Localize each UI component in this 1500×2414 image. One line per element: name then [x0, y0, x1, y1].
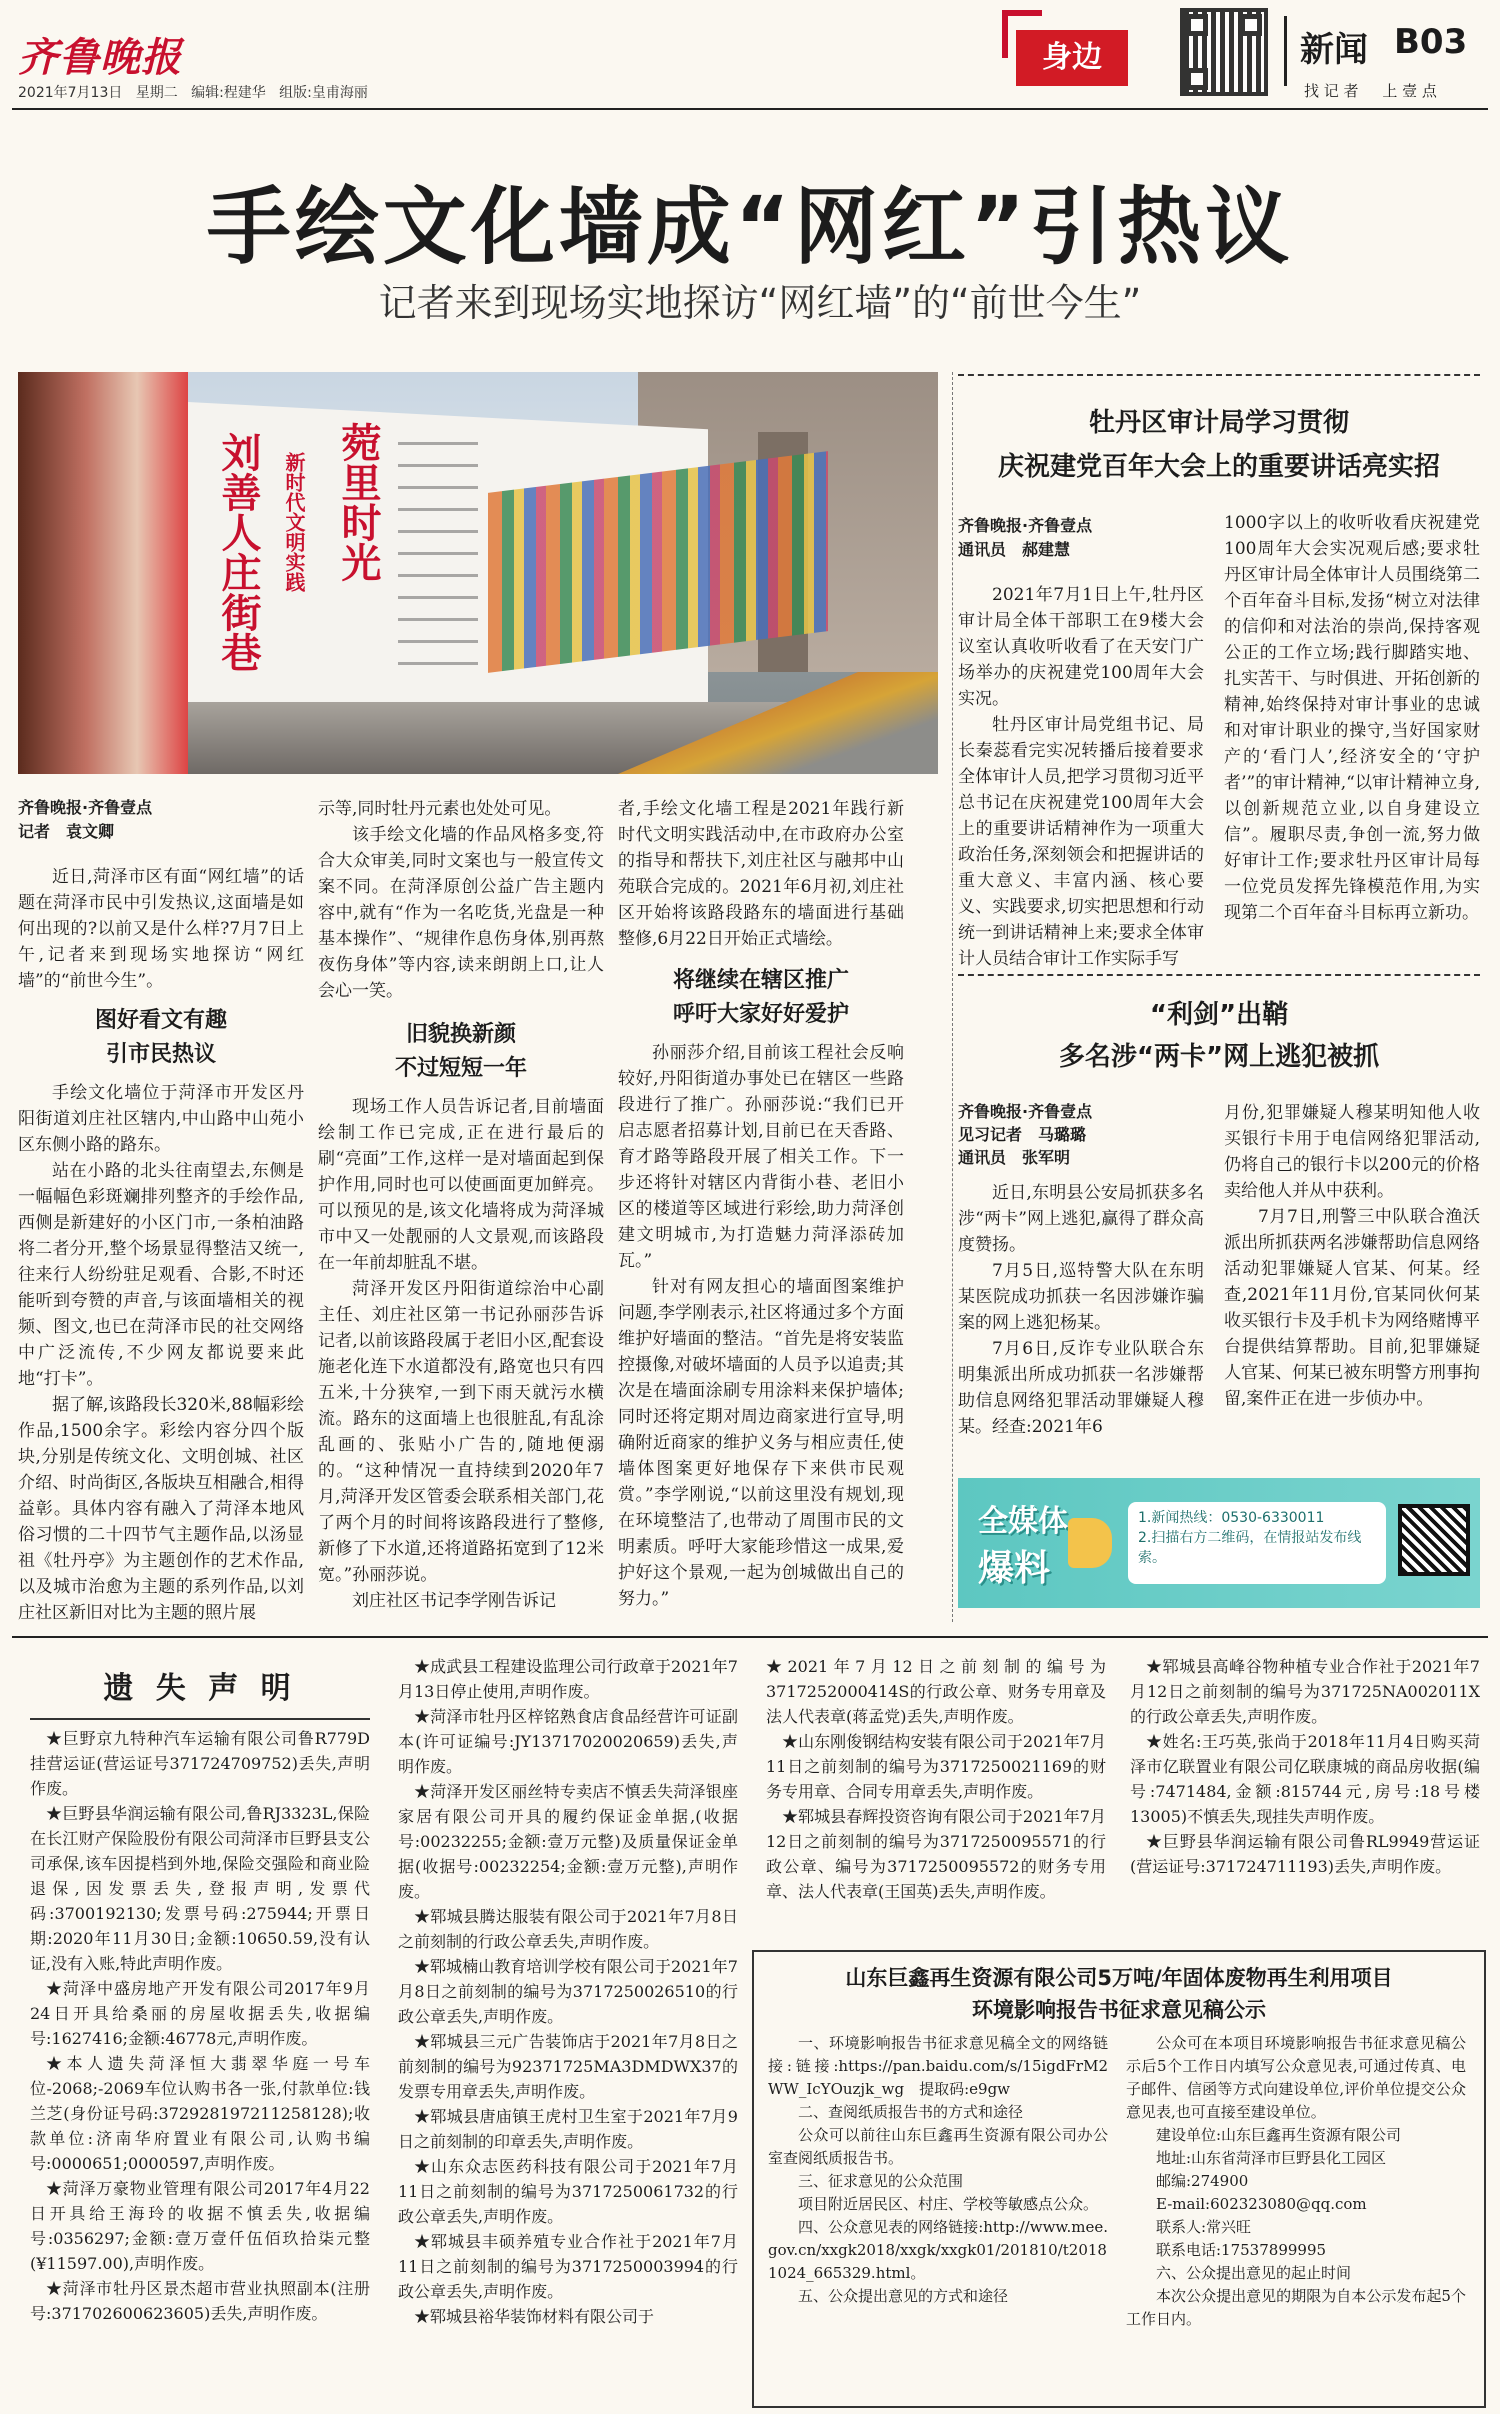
paragraph: 者,手绘文化墙工程是2021年践行新时代文明实践活动中,在市政府办公室的指导和帮扶下,刘庄社区与融邦中山苑联合完成的。2021年6月初,刘庄社区开始将该路段路东的墙面进行基础整修,6月22日开始正式墙绘。 — [618, 799, 904, 949]
notice-item: ★ 山东众志医药科技有限公司于2021年7月11日之前刻制的编号为3717250061732的行政公章丢失,声明作废。 — [398, 2154, 738, 2229]
article3-column-2 — [1224, 1100, 1480, 1480]
paragraph: 六、公众提出意见的起止时间 — [1156, 2264, 1352, 2282]
paragraph: 站在小路的北头往南望去,东侧是一幅幅色彩斑斓排列整齐的手绘作品,西侧是新建好的小区门市,一条柏油路将二者分开,整个场景显得整洁又统一,往来行人纷纷驻足观看、合影,不时还能听到夸赞的声音,与该面墙相关的视频、图文,也已在菏泽市民的社交网络中广泛流传,不少网友都说要来此地“打卡”。 — [18, 1161, 304, 1389]
paragraph: 针对有网友担心的墙面图案维护问题,李学刚表示,社区将通过多个方面维护好墙面的整洁。“首先是将安装监控摄像,对破坏墙面的人员予以追责;其次是在墙面涂刷专用涂料来保护墙体;同时还将定期对周边商家进行宣导,明确附近商家的维护义务与相应责任,使墙体图案更好地保存下来供市民观赏。”李学刚说,“以前这里没有规划,现在环境整洁了,也带动了周围市民的文明素质。呼吁大家能珍惜这一成果,爱护好这个景观,一起为创城做出自己的努力。” — [618, 1277, 904, 1609]
article3-reporter-1: 见习记者 马璐璐 — [958, 1125, 1087, 1144]
notice-item: ★ 姓名:王巧英,张尚于2018年11月4日购买菏泽市亿联置业有限公司亿联康城的商品房收据(编号:7471484,金额:815744元,房号:18号楼13005)不慎丢失,现挂失声明作废。 — [1130, 1729, 1480, 1829]
section-name: 新闻 — [1300, 30, 1368, 70]
article1-column-2 — [318, 796, 604, 1616]
paragraph: 孙丽莎介绍,目前该工程社会反响较好,丹阳街道办事处已在辖区一些路段进行了推广。孙丽莎说:“我们已开启志愿者招募计划,目前已在天香路、育才路等路段开展了相关工作。下一步还将针对辖区内背街小巷、老旧小区的楼道等区域进行彩绘,助力菏泽创建文明城市,为打造魅力菏泽添砖加瓦。” — [618, 1043, 904, 1271]
article2-title-2: 庆祝建党百年大会上的重要讲话亮实招 — [997, 452, 1440, 482]
paragraph: 二、查阅纸质报告书的方式和途径 — [798, 2103, 1024, 2121]
main-title: 手绘文化墙成“网红”引热议 — [206, 178, 1294, 276]
article2-column-1 — [958, 582, 1204, 1052]
paragraph: 牡丹区审计局党组书记、局长秦蕊看完实况转播后接着要求全体审计人员,把学习贯彻习近平总书记在庆祝建党100周年大会上的重要讲话精神作为一项重大政治任务,深刻领会和把握讲话的重大意义、丰富内涵、核心要义、实践要求,切实把思想和行动统一到讲话精神上来;要求全体审计人员结合审计工作实际手写 — [958, 715, 1204, 969]
notice-item: ★ 郓城县三元广告装饰店于2021年7月8日之前刻制的编号为92371725MA3DMDWX37的发票专用章丢失,声明作废。 — [398, 2029, 738, 2104]
article3-reporter-2: 通讯员 张军明 — [958, 1148, 1071, 1167]
env-title-1: 山东巨鑫再生资源有限公司5万吨/年固体废物再生利用项目 — [845, 1966, 1393, 1990]
paragraph: 地址:山东省菏泽市巨野县化工园区 — [1156, 2149, 1387, 2167]
notice-item: ★ 郓城县丰硕养殖专业合作社于2021年7月11日之前刻制的编号为3717250003994的行政公章丢失,声明作废。 — [398, 2229, 738, 2304]
article3-source: 齐鲁晚报·齐鲁壹点 — [958, 1102, 1093, 1121]
paragraph: 近日,菏泽市区有面“网红墙”的话题在菏泽市民中引发热议,这面墙是如何出现的?以前又是什么样?7月7日上午,记者来到现场实地探访“网红墙”的“前世今生”。 — [18, 867, 304, 991]
paragraph: 刘庄社区书记李学刚告诉记 — [352, 1591, 556, 1611]
editor: 编辑:程建华 — [191, 85, 266, 101]
tipoff-banner — [958, 1478, 1480, 1608]
notice-item: ★ 郓城县春辉投资咨询有限公司于2021年7月12日之前刻制的编号为3717250095571的行政公章、编号为3717250095572的财务专用章、法人代表章(王国英)丢失,声明作废。 — [766, 1804, 1106, 1904]
lost-notice-title: 遗 失 声 明 — [103, 1671, 297, 1706]
env-title-2: 环境影响报告书征求意见稿公示 — [972, 1998, 1266, 2022]
notice-item: ★ 山东刚俊钢结构安装有限公司于2021年7月11日之前刻制的编号为3717250021169的财务专用章、合同专用章丢失,声明作废。 — [766, 1729, 1106, 1804]
subtitle: 记者来到现场实地探访“网红墙”的“前世今生” — [378, 281, 1142, 325]
paragraph: 一、环境影响报告书征求意见稿全文的网络链接:链接:https://pan.baidu.com/s/15igdFrM2WW_IcYOuzjk_wg 提取码:e9gw — [768, 2034, 1108, 2098]
article2-column-2 — [1224, 510, 1480, 980]
culture-wall-photo — [18, 372, 938, 774]
photo-text-left: 刘善人庄街巷 — [215, 432, 262, 672]
paragraph: 本次公众提出意见的期限为自本公示发布起5个工作日内。 — [1126, 2287, 1466, 2328]
article1-subhead-2b: 不过短短一年 — [394, 1056, 527, 1081]
paragraph: 现场工作人员告诉记者,目前墙面绘制工作已完成,正在进行最后的刷“亮面”工作,这样一是对墙面起到保护作用,同时也可以使画面更加鲜亮。可以预见的是,该文化墙将成为菏泽城市中又一处靓丽的人文景观,而该路段在一年前却脏乱不堪。 — [318, 1097, 604, 1273]
paragraph: 该手绘文化墙的作品风格多变,符合大众审美,同时文案也与一般宣传文案不同。在菏泽原创公益广告主题内容中,就有“作为一名吃货,光盘是一种基本操作”、“规律作息伤身体,别再熬夜伤身体”等内容,读来朗朗上口,让人会心一笑。 — [318, 825, 604, 1001]
paragraph: 据了解,该路段长320米,88幅彩绘作品,1500余字。彩绘内容分四个版块,分别是传统文化、文明创城、社区介绍、时尚街区,各版块互相融合,相得益彰。具体内容有融入了菏泽本地风俗习惯的二十四节气主题作品,以汤显祖《牡丹亭》为主题创作的艺术作品,以及城市治愈为主题的系列作品,以刘庄社区新旧对比为主题的照片展 — [18, 1395, 304, 1623]
reporter-line: 找 记 者 上 壹 点 — [1304, 82, 1437, 100]
lost-notices-col-3 — [766, 1654, 1106, 1954]
weekday: 星期二 — [135, 85, 178, 101]
notice-item: ★ 巨野京九特种汽车运输有限公司鲁R779D挂营运证(营运证号371724709752)丢失,声明作废。 — [30, 1726, 370, 1801]
environment-notice — [752, 1950, 1486, 2408]
env-column-2 — [1126, 2032, 1466, 2392]
article1-subhead-1a: 图好看文有趣 — [94, 1008, 227, 1033]
paragraph: 公众可以前往山东巨鑫再生资源有限公司办公室查阅纸质报告书。 — [768, 2126, 1108, 2167]
notice-item: ★ 2021年7月12日之前刻制的编号为3717252000414S的行政公章、财务专用章及法人代表章(蒋孟党)丢失,声明作废。 — [766, 1654, 1106, 1729]
paragraph: 项目附近居民区、村庄、学校等敏感点公众。 — [798, 2195, 1099, 2213]
notice-item: ★ 郓城县唐庙镇王虎村卫生室于2021年7月9日之前刻制的印章丢失,声明作废。 — [398, 2104, 738, 2154]
article1-col1-intro — [18, 864, 304, 994]
notice-item: ★ 菏泽万豪物业管理有限公司2017年4月22日开具给王海玲的收据不慎丢失,收据编号:0356297;金额:壹万壹仟伍佰玖拾柒元整(¥11597.00),声明作废。 — [30, 2176, 370, 2276]
date: 2021年7月13日 — [18, 85, 123, 101]
section-tag: 身边 — [1002, 10, 1134, 88]
article3-title-1: “利剑”出鞘 — [1149, 1000, 1289, 1030]
lost-notices-col-1 — [30, 1726, 370, 2406]
article3-column-1 — [958, 1180, 1204, 1480]
article2-reporter: 通讯员 郝建慧 — [958, 540, 1071, 559]
paragraph: 公众可在本项目环境影响报告书征求意见稿公示后5个工作日内填写公众意见表,可通过传真、电子邮件、信函等方式向建设单位,评价单位提交公众意见表,也可直接至建设单位。 — [1126, 2034, 1466, 2121]
qr-code — [1180, 8, 1268, 96]
date-line — [18, 82, 368, 102]
lost-notices-col-2 — [398, 1654, 738, 2406]
notice-item: ★ 成武县工程建设监理公司行政章于2021年7月13日停止使用,声明作废。 — [398, 1654, 738, 1704]
banner-qr-code — [1398, 1504, 1470, 1576]
paragraph: 五、公众提出意见的方式和途径 — [798, 2287, 1009, 2305]
article1-source: 齐鲁晚报·齐鲁壹点 — [18, 798, 153, 817]
article1-subhead-2a: 旧貌换新颜 — [405, 1022, 516, 1047]
article1-subhead-1b: 引市民热议 — [105, 1042, 216, 1067]
photo-text-mid: 新时代文明实践 — [282, 452, 306, 592]
paragraph: 月份,犯罪嫌疑人穆某明知他人收买银行卡用于电信网络犯罪活动,仍将自己的银行卡以200元的价格卖给他人并从中获利。 — [1224, 1103, 1480, 1201]
paragraph: 联系电话:17537899995 — [1156, 2241, 1327, 2259]
banner-line-1: 1.新闻热线：0530-6330011 — [1138, 1510, 1325, 1526]
banner-line-2: 2.扫描右方二维码，在情报站发布线索。 — [1138, 1530, 1362, 1566]
paragraph: 7月5日,巡特警大队在东明某医院成功抓获一名因涉嫌诈骗案的网上逃犯杨某。 — [958, 1261, 1204, 1333]
notice-item: ★ 本人遗失菏泽恒大翡翠华庭一号车位-2068;-2069车位认购书各一张,付款单位:钱兰芝(身份证号码:372928197211258128);收款单位:济南华府置业有限公司,认购书编号:0000651;0000597,声明作废。 — [30, 2051, 370, 2176]
paragraph: 手绘文化墙位于菏泽市开发区丹阳街道刘庄社区辖内,中山路中山苑小区东侧小路的路东。 — [18, 1083, 304, 1155]
paragraph: 菏泽开发区丹阳街道综治中心副主任、刘庄社区第一书记孙丽莎告诉记者,以前该路段属于老旧小区,配套设施老化连下水道都没有,路宽也只有四五米,十分狭窄,一到下雨天就污水横流。路东的这面墙上也很脏乱,有乱涂乱画的、张贴小广告的,随地便溺的。“这种情况一直持续到2020年7月,菏泽开发区管委会联系相关部门,花了两个月的时间将该路段进行了整修,新修了下水道,还将道路拓宽到了12米宽。”孙丽莎说。 — [318, 1279, 604, 1585]
article1-subhead-3b: 呼吁大家好好爱护 — [672, 1002, 849, 1027]
article1-column-3 — [618, 796, 904, 1616]
paragraph: 7月6日,反诈专业队联合东明集派出所成功抓获一名涉嫌帮助信息网络犯罪活动罪嫌疑人穆某。经查:2021年6 — [958, 1339, 1204, 1437]
article3-title-2: 多名涉“两卡”网上逃犯被抓 — [1058, 1042, 1380, 1072]
megaphone-icon — [1068, 1518, 1112, 1568]
article2-source: 齐鲁晚报·齐鲁壹点 — [958, 516, 1093, 535]
notice-item: ★ 菏泽中盛房地产开发有限公司2017年9月24日开具给桑丽的房屋收据丢失,收据编号:1627416;金额:46778元,声明作废。 — [30, 1976, 370, 2051]
page-number: B03 — [1394, 22, 1468, 62]
notice-item: ★ 郓城楠山教育培训学校有限公司于2021年7月8日之前刻制的编号为3717250026510的行政公章丢失,声明作废。 — [398, 1954, 738, 2029]
paragraph: 2021年7月1日上午,牡丹区审计局全体干部职工在9楼大会议室认真收听收看了在天安门广场举办的庆祝建党100周年大会实况。 — [958, 585, 1204, 709]
article1-subhead-3a: 将继续在辖区推广 — [672, 968, 849, 993]
paragraph: E-mail:602323080@qq.com — [1156, 2195, 1367, 2213]
banner-logo-2: 爆料 — [978, 1548, 1051, 1589]
banner-logo-1: 全媒体 — [978, 1504, 1068, 1539]
paragraph: 1000字以上的收听收看庆祝建党100周年大会实况观后感;要求牡丹区审计局全体审计人员围绕第二个百年奋斗目标,发扬“树立对法律的信仰和对法治的崇尚,保持客观公正的工作立场;践行脚踏实地、扎实苦干、与时俱进、开拓创新的精神,始终保持对审计事业的忠诚和对审计职业的操守,当好国家财产的‘看门人’,经济安全的‘守护者’”的审计精神,“以审计精神立身,以创新规范立业,以自身建设立信”。履职尽责,争创一流,努力做好审计工作;要求牡丹区审计局每一位党员发挥先锋模范作用,为实现第二个百年奋斗目标再立新功。 — [1224, 513, 1480, 923]
env-column-1 — [768, 2032, 1108, 2392]
notice-item: ★ 郓城县腾达服装有限公司于2021年7月8日之前刻制的行政公章丢失,声明作废。 — [398, 1904, 738, 1954]
article2-title-1: 牡丹区审计局学习贯彻 — [1088, 408, 1349, 438]
notice-item: ★ 郓城县裕华装饰材料有限公司于 — [398, 2304, 738, 2329]
lost-notices-col-4 — [1130, 1654, 1480, 1954]
photo-text-right: 菀里时光 — [323, 422, 383, 682]
notice-item: ★ 菏泽市牡丹区景杰超市营业执照副本(注册号:371702600623605)丢失,声明作废。 — [30, 2276, 370, 2326]
notice-item: ★ 巨野县华润运输有限公司鲁RL9949营运证(营运证号:371724711193)丢失,声明作废。 — [1130, 1829, 1480, 1879]
notice-item: ★ 郓城县高峰谷物种植专业合作社于2021年7月12日之前刻制的编号为371725NA002011X的行政公章丢失,声明作废。 — [1130, 1654, 1480, 1729]
paragraph: 近日,东明县公安局抓获多名涉“两卡”网上逃犯,赢得了群众高度赞扬。 — [958, 1183, 1204, 1255]
notice-item: ★ 巨野县华润运输有限公司,鲁RJ3323L,保险在长江财产保险股份有限公司菏泽市巨野县支公司承保,该车因提档到外地,保险交强险和商业险退保,因发票丢失,登报声明,发票代码:3700192130;发票号码:275944;开票日期:2020年11月30日;金额:10650.59,没有认证,没有入账,特此声明作废。 — [30, 1801, 370, 1976]
paragraph: 三、征求意见的公众范围 — [798, 2172, 964, 2190]
newspaper-logo: 齐鲁晚报 — [18, 34, 182, 81]
paragraph: 7月7日,刑警三中队联合渔沃派出所抓获两名涉嫌帮助信息网络活动犯罪嫌疑人官某、何某。经查,2021年11月份,官某同伙何某收买银行卡及手机卡为网络赌博平台提供结算帮助。目前,犯罪嫌疑人官某、何某已被东明警方刑事拘留,案件正在进一步侦办中。 — [1224, 1207, 1480, 1409]
paragraph: 示等,同时牡丹元素也处处可见。 — [318, 799, 562, 819]
notice-item: ★ 菏泽开发区丽丝特专卖店不慎丢失菏泽银座家居有限公司开具的履约保证金单据,(收据号:00232255;金额:壹万元整)及质量保证金单据(收据号:00232254;金额:壹万元整),声明作废。 — [398, 1779, 738, 1904]
paragraph: 联系人:常兴旺 — [1156, 2218, 1252, 2236]
notice-item: ★ 菏泽市牡丹区梓铭熟食店食品经营许可证副本(许可证编号:JY13717020020659)丢失,声明作废。 — [398, 1704, 738, 1779]
paragraph: 邮编:274900 — [1156, 2172, 1249, 2190]
paragraph: 建设单位:山东巨鑫再生资源有限公司 — [1156, 2126, 1402, 2144]
article1-column-1 — [18, 864, 304, 1623]
typeset: 组版:皇甫海丽 — [279, 85, 368, 101]
paragraph: 四、公众意见表的网络链接:http://www.mee.gov.cn/xxgk2018/xxgk/xxgk01/201810/t20181024_665329.html。 — [768, 2218, 1108, 2282]
article1-reporter: 记者 袁文卿 — [18, 822, 115, 841]
